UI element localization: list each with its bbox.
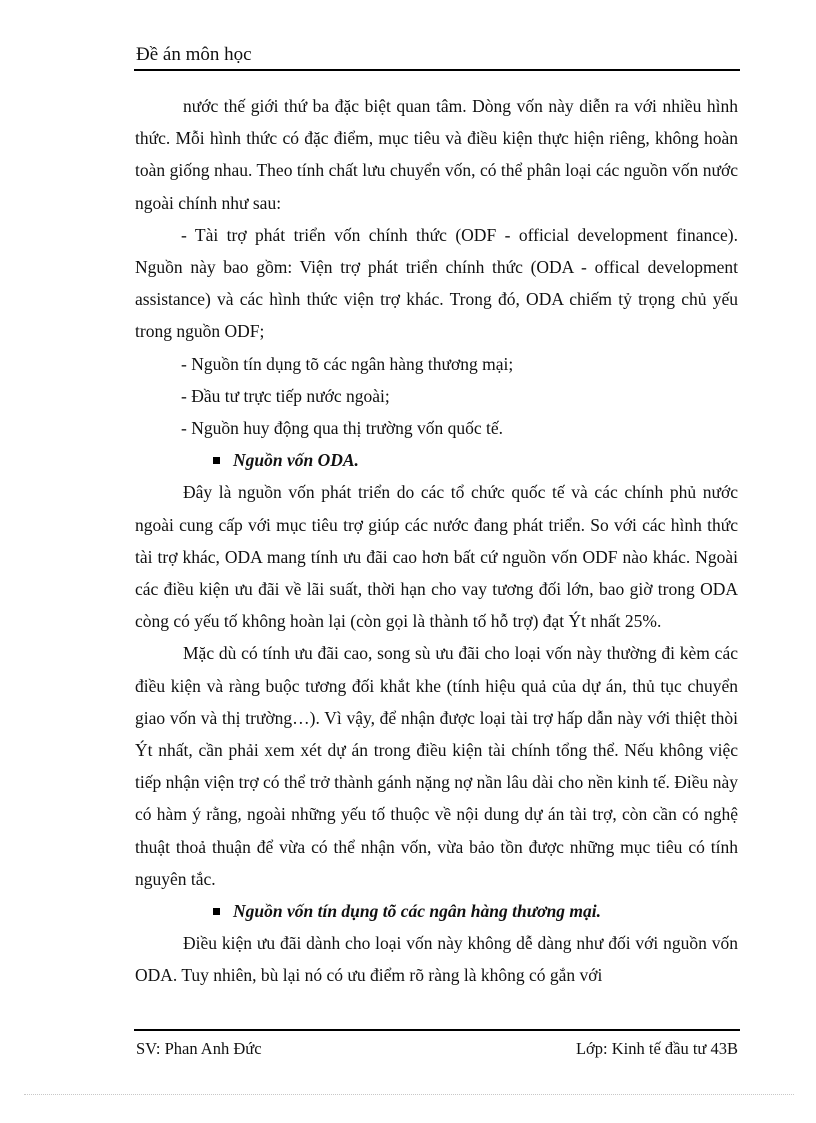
list-item-odf: - Tài trợ phát triển vốn chính thức (ODF - official development finance). Nguồn này bao gồm: Viện trợ phát triển chính thức (ODA - offical development assistance) và các hình thức viện trợ khác. Trong đó, ODA chiếm tỷ trọng chủ yếu trong nguồn ODF; <box>135 224 738 342</box>
square-bullet-icon <box>213 908 220 915</box>
square-bullet-icon <box>213 457 220 464</box>
footer-student-name: SV: Phan Anh Đức <box>136 1039 262 1058</box>
list-item-fdi: - Đầu tư trực tiếp nước ngoài; <box>181 385 390 406</box>
section-heading-text: Nguồn vốn ODA. <box>233 450 359 471</box>
oda-paragraph-1: Đây là nguồn vốn phát triển do các tổ chức quốc tế và các chính phủ nước ngoài cung cấp với mục tiêu trợ giúp các nước đang phát triển. So với các hình thức tài trợ khác, ODA mang tính ưu đãi cao hơn bất cứ nguồn vốn ODF nào khác. Ngoài các điều kiện ưu đãi về lãi suất, thời hạn cho vay tương đối lớn, bao giờ trong ODA còng có yếu tố không hoàn lại (còn gọi là thành tố hỗ trợ) đạt Ýt nhất 25%. <box>135 482 738 632</box>
oda-paragraph-2: Mặc dù có tính ưu đãi cao, song sù ưu đãi cho loại vốn này thường đi kèm các điều kiện và ràng buộc tương đối khắt khe (tính hiệu quả của dự án, thủ tục chuyển giao vốn và thị trường…). Vì vậy, để nhận được loại tài trợ hấp dẫn này với thiệt thòi Ýt nhất, cần phải xem xét dự án trong điều kiện tài chính tổng thể. Nếu không việc tiếp nhận viện trợ có thể trở thành gánh nặng nợ nần lâu dài cho nền kinh tế. Điều này có hàm ý rằng, ngoài những yếu tố thuộc về nội dung dự án tài trợ, còn cần có nghệ thuật thoả thuận để vừa có thể nhận vốn, vừa bảo tồn được những mục tiêu có tính nguyên tắc. <box>135 643 738 889</box>
intro-paragraph: nước thế giới thứ ba đặc biệt quan tâm. Dòng vốn này diễn ra với nhiều hình thức. Mỗi hình thức có đặc điểm, mục tiêu và điều kiện thực hiện riêng, không hoàn toàn giống nhau. Theo tính chất lưu chuyển vốn, có thể phân loại các nguồn vốn nước ngoài chính như sau: <box>135 96 738 213</box>
section-heading-oda <box>135 444 738 476</box>
list-item-commercial-credit: - Nguồn tín dụng tõ các ngân hàng thương mại; <box>181 353 514 374</box>
footer-rule <box>134 1029 740 1031</box>
section-heading-text: Nguồn vốn tín dụng tõ các ngân hàng thương mại. <box>233 901 602 922</box>
footer-class-name: Lớp: Kinh tế đầu tư 43B <box>575 1039 738 1058</box>
list-item-capital-market: - Nguồn huy động qua thị trường vốn quốc tế. <box>181 418 504 439</box>
header-rule <box>134 69 740 71</box>
page-bottom-edge <box>24 1094 794 1095</box>
page-header-title: Đề án môn học <box>136 44 252 65</box>
commercial-credit-paragraph: Điều kiện ưu đãi dành cho loại vốn này không dễ dàng như đối với nguồn vốn ODA. Tuy nhiên, bù lại nó có ưu điểm rõ ràng là không có gắn với <box>135 933 738 986</box>
section-heading-commercial-credit <box>135 895 738 927</box>
document-body <box>135 90 738 992</box>
